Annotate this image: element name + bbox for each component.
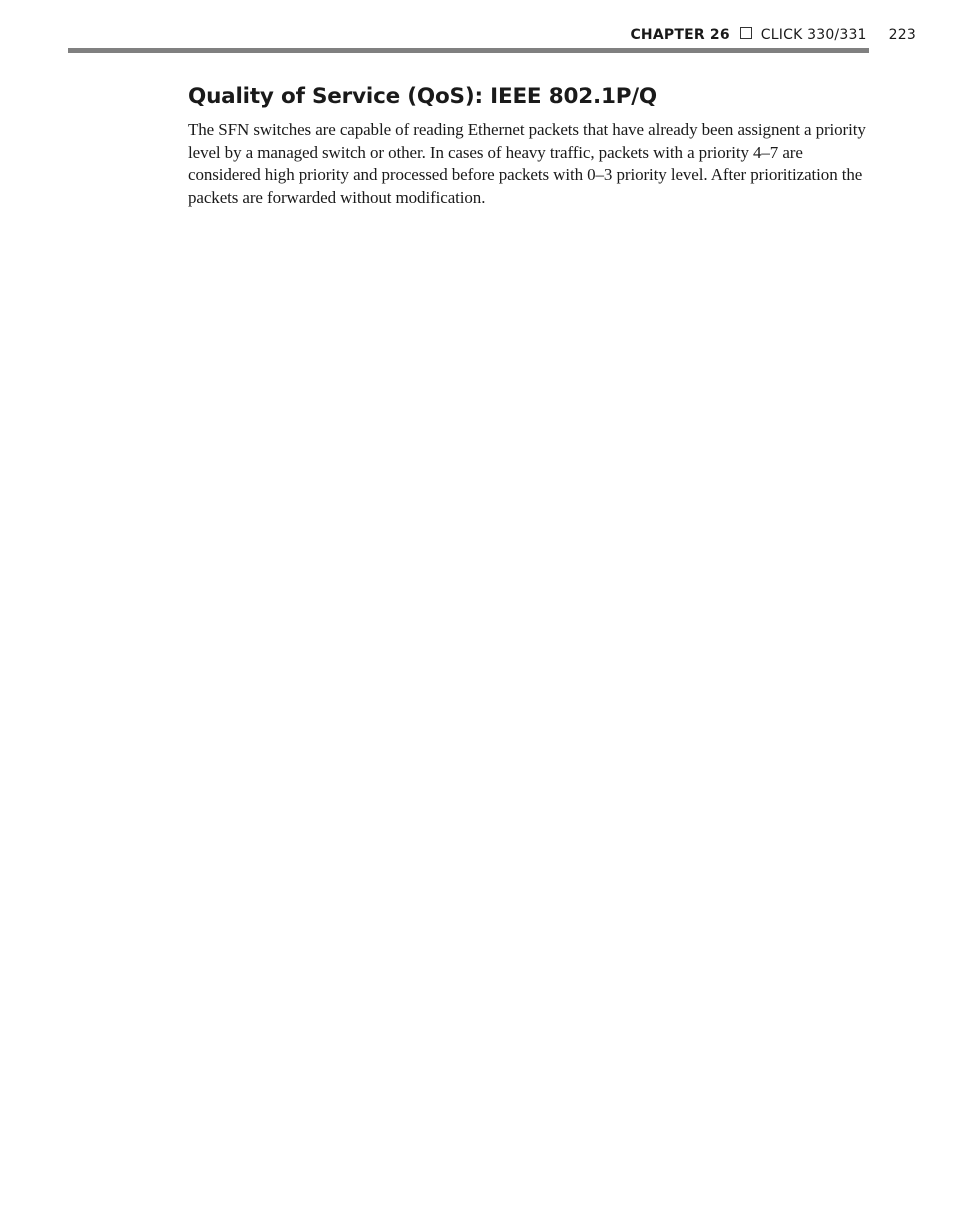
section-heading: Quality of Service (QoS): IEEE 802.1P/Q xyxy=(188,84,657,109)
product-label: CLICK 330/331 xyxy=(760,27,867,43)
page-content xyxy=(188,82,872,210)
separator-box-icon xyxy=(740,27,752,39)
header-rule xyxy=(68,48,869,53)
chapter-label: CHAPTER 26 xyxy=(630,27,730,43)
running-header xyxy=(630,27,916,43)
page-number: 223 xyxy=(888,27,916,43)
body-paragraph: The SFN switches are capable of reading Ethernet packets that have already been assignent a priority level by a managed switch or other. In cases of heavy traffic, packets with a priority 4–7 are considered high priority and processed before packets with 0–3 priority level. After prioritization the packets are forwarded without modification. xyxy=(188,120,866,208)
